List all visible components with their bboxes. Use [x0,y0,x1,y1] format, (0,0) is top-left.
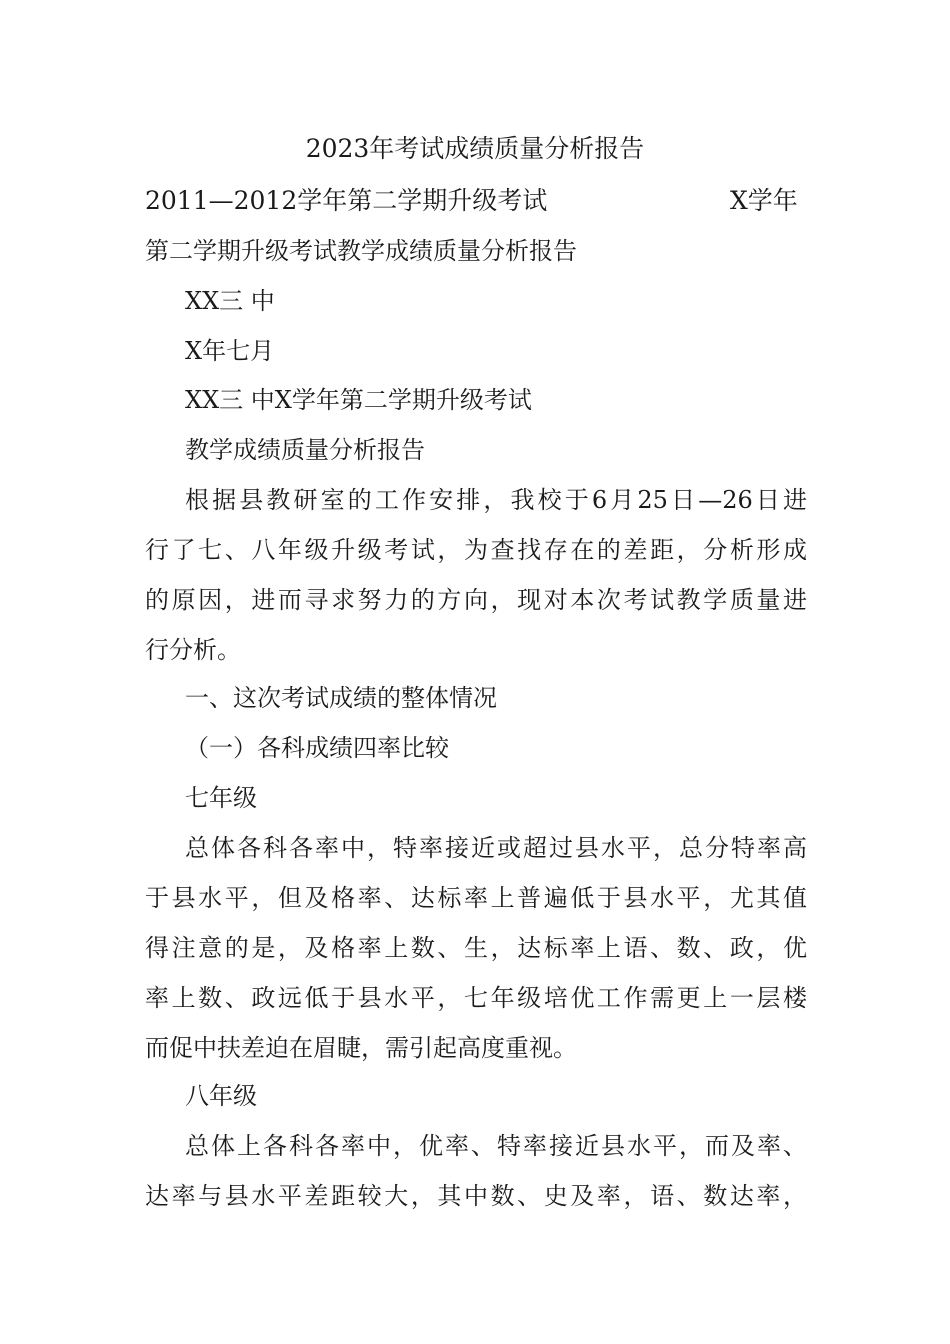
grade7-line: 率上数、政远低于县水平，七年级培优工作需更上一层楼 [145,984,807,1012]
intro-line: 行分析。 [145,636,241,664]
section-heading: 一、这次考试成绩的整体情况 [185,684,497,712]
intro-line: 行了七、八年级升级考试，为查找存在的差距，分析形成 [145,536,807,564]
grade8-line: 总体上各科各率中，优率、特率接近县水平，而及率、 [185,1132,807,1160]
heading-line-1: XX三 中X学年第二学期升级考试 [185,386,532,414]
report-date: X年七月 [185,337,275,365]
subtitle-continuation: 第二学期升级考试教学成绩质量分析报告 [145,237,577,265]
grade8-label: 八年级 [185,1082,257,1110]
intro-line: 根据县教研室的工作安排，我校于6月25日—26日进 [185,486,807,514]
subtitle-left: 2011—2012学年第二学期升级考试 [145,186,548,215]
grade7-line: 总体各科各率中，特率接近或超过县水平，总分特率高 [185,834,807,862]
document-title: 2023年考试成绩质量分析报告 [305,134,645,163]
intro-line: 的原因，进而寻求努力的方向，现对本次考试教学质量进 [145,586,807,614]
grade7-line: 而促中扶差迫在眉睫，需引起高度重视。 [145,1034,577,1062]
subtitle-right: X学年 [730,186,798,215]
grade7-label: 七年级 [185,784,257,812]
school-name: XX三 中 [185,287,275,315]
subsection-heading: （一）各科成绩四率比较 [185,734,449,762]
heading-line-2: 教学成绩质量分析报告 [185,436,425,464]
grade8-line: 达率与县水平差距较大，其中数、史及率，语、数达率， [145,1182,807,1210]
grade7-line: 得注意的是，及格率上数、生，达标率上语、数、政，优 [145,934,807,962]
grade7-line: 于县水平，但及格率、达标率上普遍低于县水平，尤其值 [145,884,807,912]
